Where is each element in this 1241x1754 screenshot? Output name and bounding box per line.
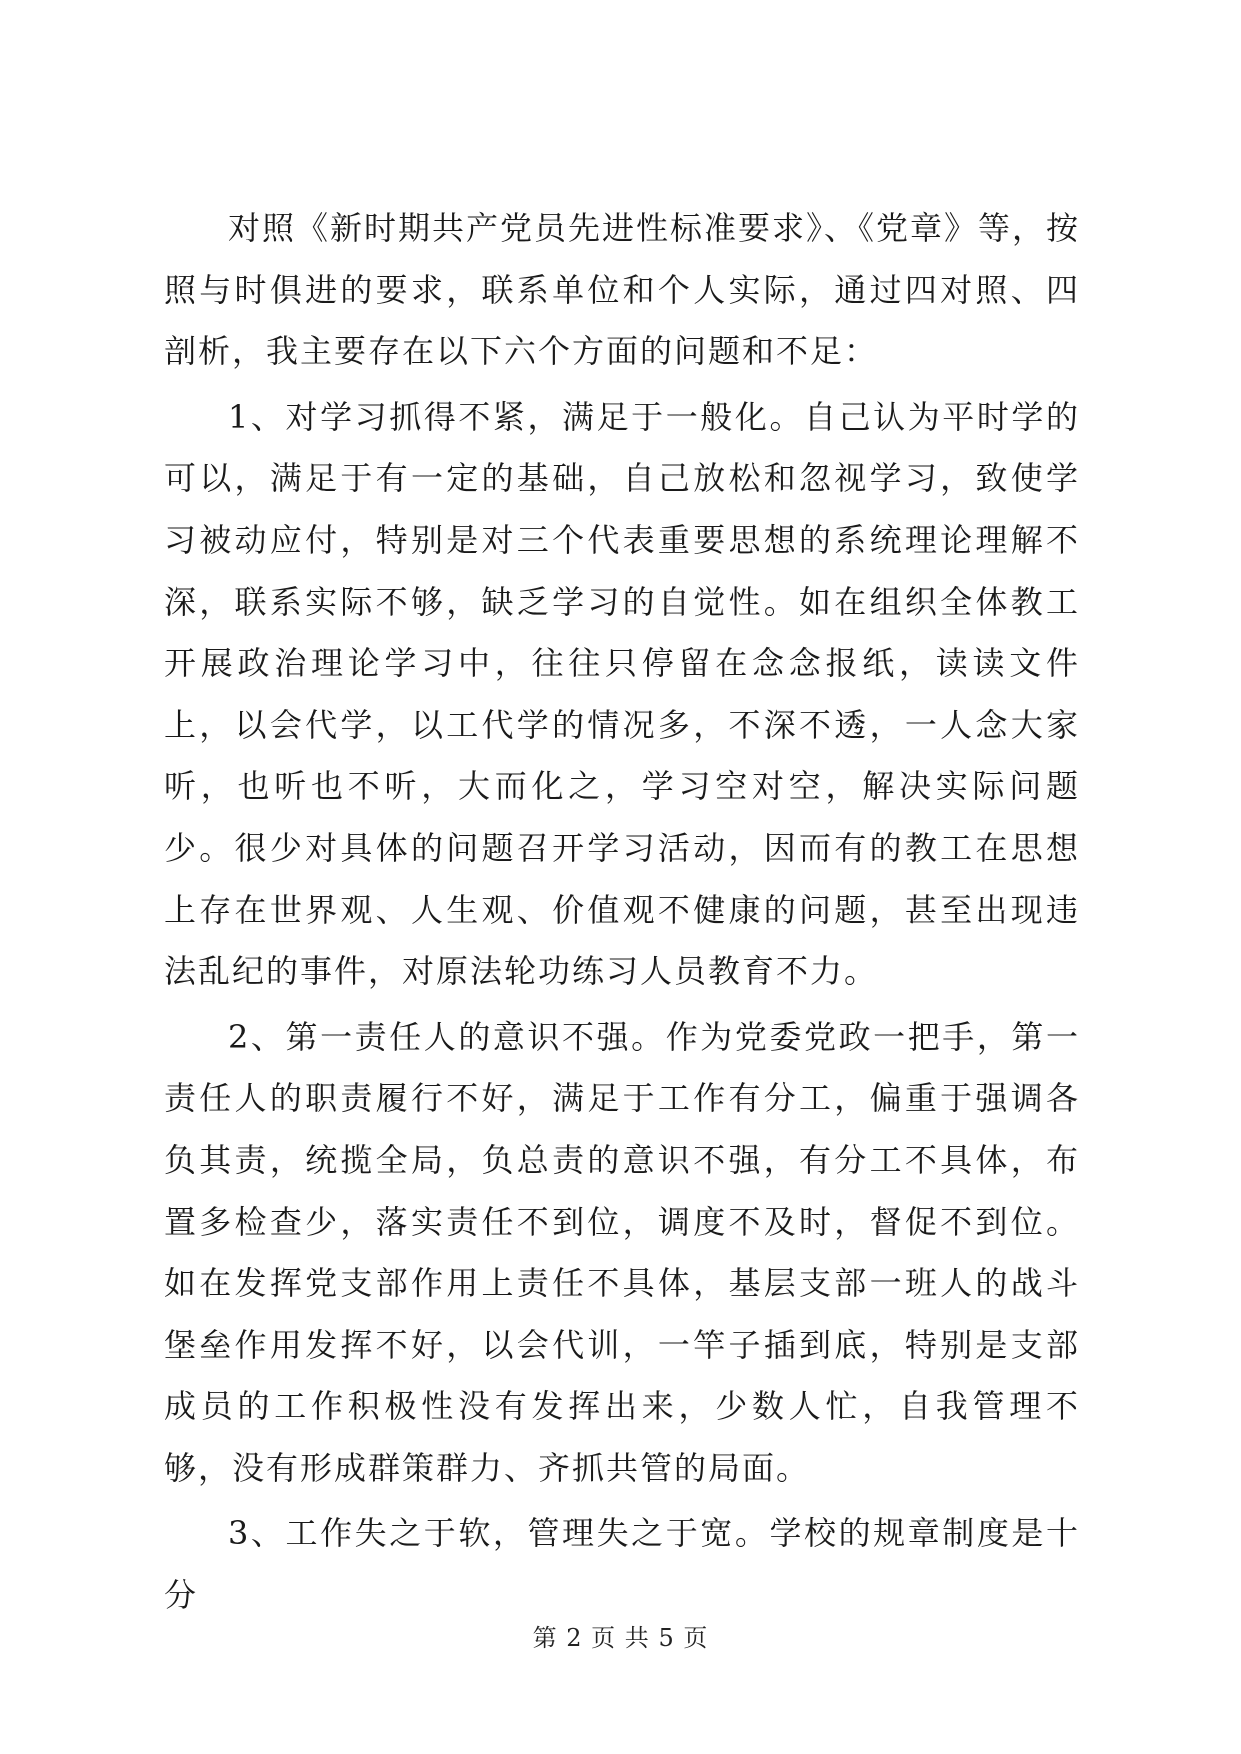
paragraph-item-1: 1、对学习抓得不紧，满足于一般化。自己认为平时学的可以，满足于有一定的基础，自己放松和忽视学习，致使学习被动应付，特别是对三个代表重要思想的系统理论理解不深，联系实际不够，缺乏学习的自觉性。如在组织全体教工开展政治理论学习中，往往只停留在念念报纸，读读文件上，以会代学，以工代学的情况多，不深不透，一人念大家听，也听也不听，大而化之，学习空对空，解决实际问题少。很少对具体的问题召开学习活动，因而有的教工在思想上存在世界观、人生观、价值观不健康的问题，甚至出现违法乱纪的事件，对原法轮功练习人员教育不力。	[164, 397, 1080, 991]
page-number-footer: 第 2 页 共 5 页	[532, 1624, 709, 1652]
document-body	[164, 198, 1080, 1627]
paragraph-item-2: 2、第一责任人的意识不强。作为党委党政一把手，第一责任人的职责履行不好，满足于工作有分工，偏重于强调各负其责，统揽全局，负总责的意识不强，有分工不具体，布置多检查少，落实责任不到位，调度不及时，督促不到位。如在发挥党支部作用上责任不具体，基层支部一班人的战斗堡垒作用发挥不好，以会代训，一竿子插到底，特别是支部成员的工作积极性没有发挥出来，少数人忙，自我管理不够，没有形成群策群力、齐抓共管的局面。	[164, 1017, 1080, 1487]
paragraph-item-3: 3、工作失之于软，管理失之于宽。学校的规章制度是十分	[164, 1514, 1080, 1615]
paragraph-intro: 对照《新时期共产党员先进性标准要求》、《党章》等，按照与时俱进的要求，联系单位和个人实际，通过四对照、四剖析，我主要存在以下六个方面的问题和不足：	[164, 209, 1081, 371]
